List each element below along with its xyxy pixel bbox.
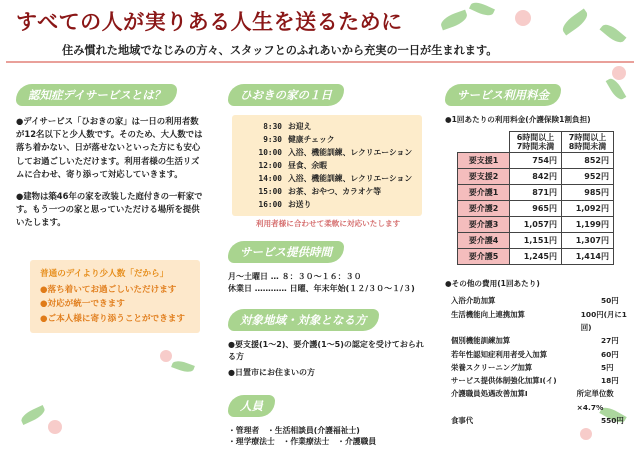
about-paragraph-1: ●デイサービス「ひおきの家」は一日の利用者数が12名以下と少人数です。そのため、大人数では落ち着かない、日が落せないといった方にも安心してお過ごしいただけます。利用者様の生活リズムに合わせ、寄り添って対応していきます。 [16, 116, 203, 179]
fee-col-header: 7時間以上 8時間未満 [562, 132, 614, 153]
staff-line-1: ・管理者 ・生活相談員(介護福祉士) [228, 426, 360, 435]
hours-holidays: 休業日 ………… 日曜、年末年始(１２/３０～１/３) [228, 284, 415, 293]
callout-item: ●ご本人様に寄り添うことができます [40, 313, 185, 324]
list-item: 生活機能向上連携加算 100円(月に1回) [451, 309, 627, 332]
flower-decoration [515, 10, 531, 26]
callout-item: ●対応が統一できます [40, 299, 125, 310]
about-heading: 認知症デイサービスとは？ [16, 84, 177, 106]
list-item: 個別機能訓練加算 27円 [451, 336, 619, 346]
schedule-box [232, 115, 422, 216]
page-subtitle: 住み慣れた地域でなじみの方々、スタッフとのふれあいから充実の一日が生まれます。 [62, 44, 498, 57]
schedule-row: 15:00 お茶、おやつ、カラオケ等 [258, 187, 382, 196]
table-row: 要介護1 871円 985円 [458, 185, 614, 201]
other-fees-caption: ●その他の費用(1回あたり) [445, 279, 540, 289]
hours-heading: サービス提供時間 [228, 241, 344, 263]
list-item: 若年性認知症利用者受入加算 60円 [451, 349, 619, 359]
leaf-decoration [171, 359, 195, 375]
callout-title: 普通のデイより少人数「だから」 [40, 268, 169, 279]
schedule-note: 利用者様に合わせて柔軟に対応いたします [255, 219, 401, 228]
target-line-2: ●日置市にお住まいの方 [228, 368, 315, 377]
schedule-row: 8:30 お迎え [263, 122, 312, 131]
callout-item: ●落ち着いてお過ごしいただけます [40, 284, 177, 295]
table-row: 要介護4 1,151円 1,307円 [458, 233, 614, 249]
fees-heading: サービス利用料金 [445, 84, 561, 106]
schedule-row: 10:00 入浴、機能訓練、レクリエーション [258, 148, 413, 157]
leaf-decoration [559, 8, 590, 35]
list-item: 食事代 550円 [451, 416, 624, 426]
benefits-callout [30, 260, 200, 334]
leaf-decoration [19, 405, 47, 425]
day-heading: ひおきの家の１日 [228, 84, 344, 106]
header-divider [6, 61, 634, 63]
other-fees-list [451, 294, 630, 427]
flower-decoration [612, 66, 626, 80]
hours-weekdays: 月～土曜日 … ８：３０～１６：３０ [228, 272, 362, 281]
day-section [228, 84, 428, 447]
table-row: 要支援2 842円 952円 [458, 169, 614, 185]
fees-caption: ●1回あたりの利用料金(介護保険1割負担) [445, 115, 591, 124]
list-item: 入浴介助加算 50円 [451, 296, 619, 306]
table-row: 要支援1 754円 852円 [458, 153, 614, 169]
fee-col-header: 6時間以上 7時間未満 [510, 132, 562, 153]
staff-heading: 人員 [228, 395, 275, 417]
target-heading: 対象地域・対象となる方 [228, 309, 379, 331]
leaf-decoration [600, 21, 627, 46]
schedule-row: 16:00 お送り [258, 200, 312, 209]
page-title: すべての人が実りある人生を送るために [16, 10, 403, 34]
schedule-row: 14:00 入浴、機能訓練、レクリエーション [258, 174, 413, 183]
leaf-decoration [469, 0, 495, 19]
schedule-row: 9:30 健康チェック [263, 135, 335, 144]
leaf-decoration [439, 10, 469, 31]
flower-decoration [160, 350, 172, 362]
list-item: 栄養スクリーニング加算 5円 [451, 362, 614, 372]
fees-section [445, 84, 630, 427]
table-row: 要介護3 1,057円 1,199円 [458, 217, 614, 233]
fee-table-header [458, 132, 614, 153]
about-section [16, 84, 206, 333]
table-row: 要介護5 1,245円 1,414円 [458, 249, 614, 265]
list-item: サービス提供体制強化加算Ⅰ(イ) 18円 [451, 376, 619, 386]
flower-decoration [48, 420, 62, 434]
schedule-row: 12:00 昼食、余暇 [258, 161, 327, 170]
table-row: 要介護2 965円 1,092円 [458, 201, 614, 217]
staff-line-2: ・理学療法士 ・作業療法士 ・介護職員 [228, 437, 377, 446]
about-paragraph-2: ●建物は築46年の家を改装した庭付きの一軒家です。もう一つの家と思っていただける場所を提供いたします。 [16, 191, 203, 228]
target-line-1: ●要支援(1～2)、要介護(1～5)の認定を受けておられる方 [228, 340, 424, 361]
flower-decoration [580, 428, 592, 440]
list-item: 介護職員処遇改善加算Ⅰ 所定単位数×4.7% [451, 389, 614, 412]
fee-table [457, 131, 614, 265]
